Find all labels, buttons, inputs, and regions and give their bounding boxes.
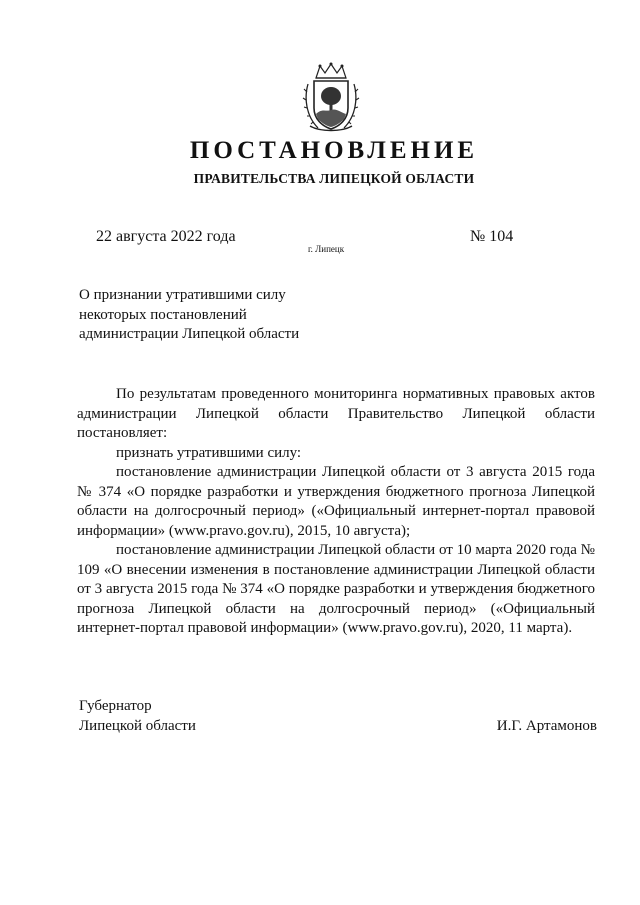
document-date: 22 августа 2022 года <box>96 228 236 245</box>
body-paragraph: По результатам проведенного мониторинга нормативных правовых актов администрации Липецкой области Правительство Липецкой области постановляет: <box>77 386 595 441</box>
subject-line: администрации Липецкой области <box>79 326 300 342</box>
subject-line: некоторых постановлений <box>79 306 247 323</box>
document-number: № 104 <box>470 228 514 245</box>
document-issuer: ПРАВИТЕЛЬСТВА ЛИПЕЦКОЙ ОБЛАСТИ <box>193 171 475 186</box>
signature-block <box>79 697 597 736</box>
signatory-region: Липецкой области <box>79 717 196 734</box>
document-title: ПОСТАНОВЛЕНИЕ <box>189 137 479 164</box>
subject-line: О признании утратившими силу <box>79 287 286 303</box>
document-place: г. Липецк <box>308 244 345 254</box>
body-paragraph: признать утратившими силу: <box>116 444 302 461</box>
body-paragraph: постановление администрации Липецкой области от 3 августа 2015 года № 374 «О порядке разработки и утверждения бюджетного прогноза Липецкой области на долгосрочный период» («Официальный интернет-портал правовой информации» (www.pravo.gov.ru), 2015, 10 августа); <box>77 464 595 539</box>
signatory-position: Губернатор <box>79 698 152 714</box>
document-body <box>77 385 595 639</box>
lipetsk-coat-of-arms-icon <box>302 62 360 134</box>
document-subject <box>79 286 299 345</box>
body-paragraph: постановление администрации Липецкой области от 10 марта 2020 года № 109 «О внесении изменения в постановление администрации Липецкой области от 3 августа 2015 года № 374 «О порядке разработки и утверждения бюджетного прогноза Липецкой области на долгосрочный период» («Официальный интернет-портал правовой информации» (www.pravo.gov.ru), 2020, 11 марта). <box>77 542 595 636</box>
signatory-name: И.Г. Артамонов <box>496 717 597 734</box>
